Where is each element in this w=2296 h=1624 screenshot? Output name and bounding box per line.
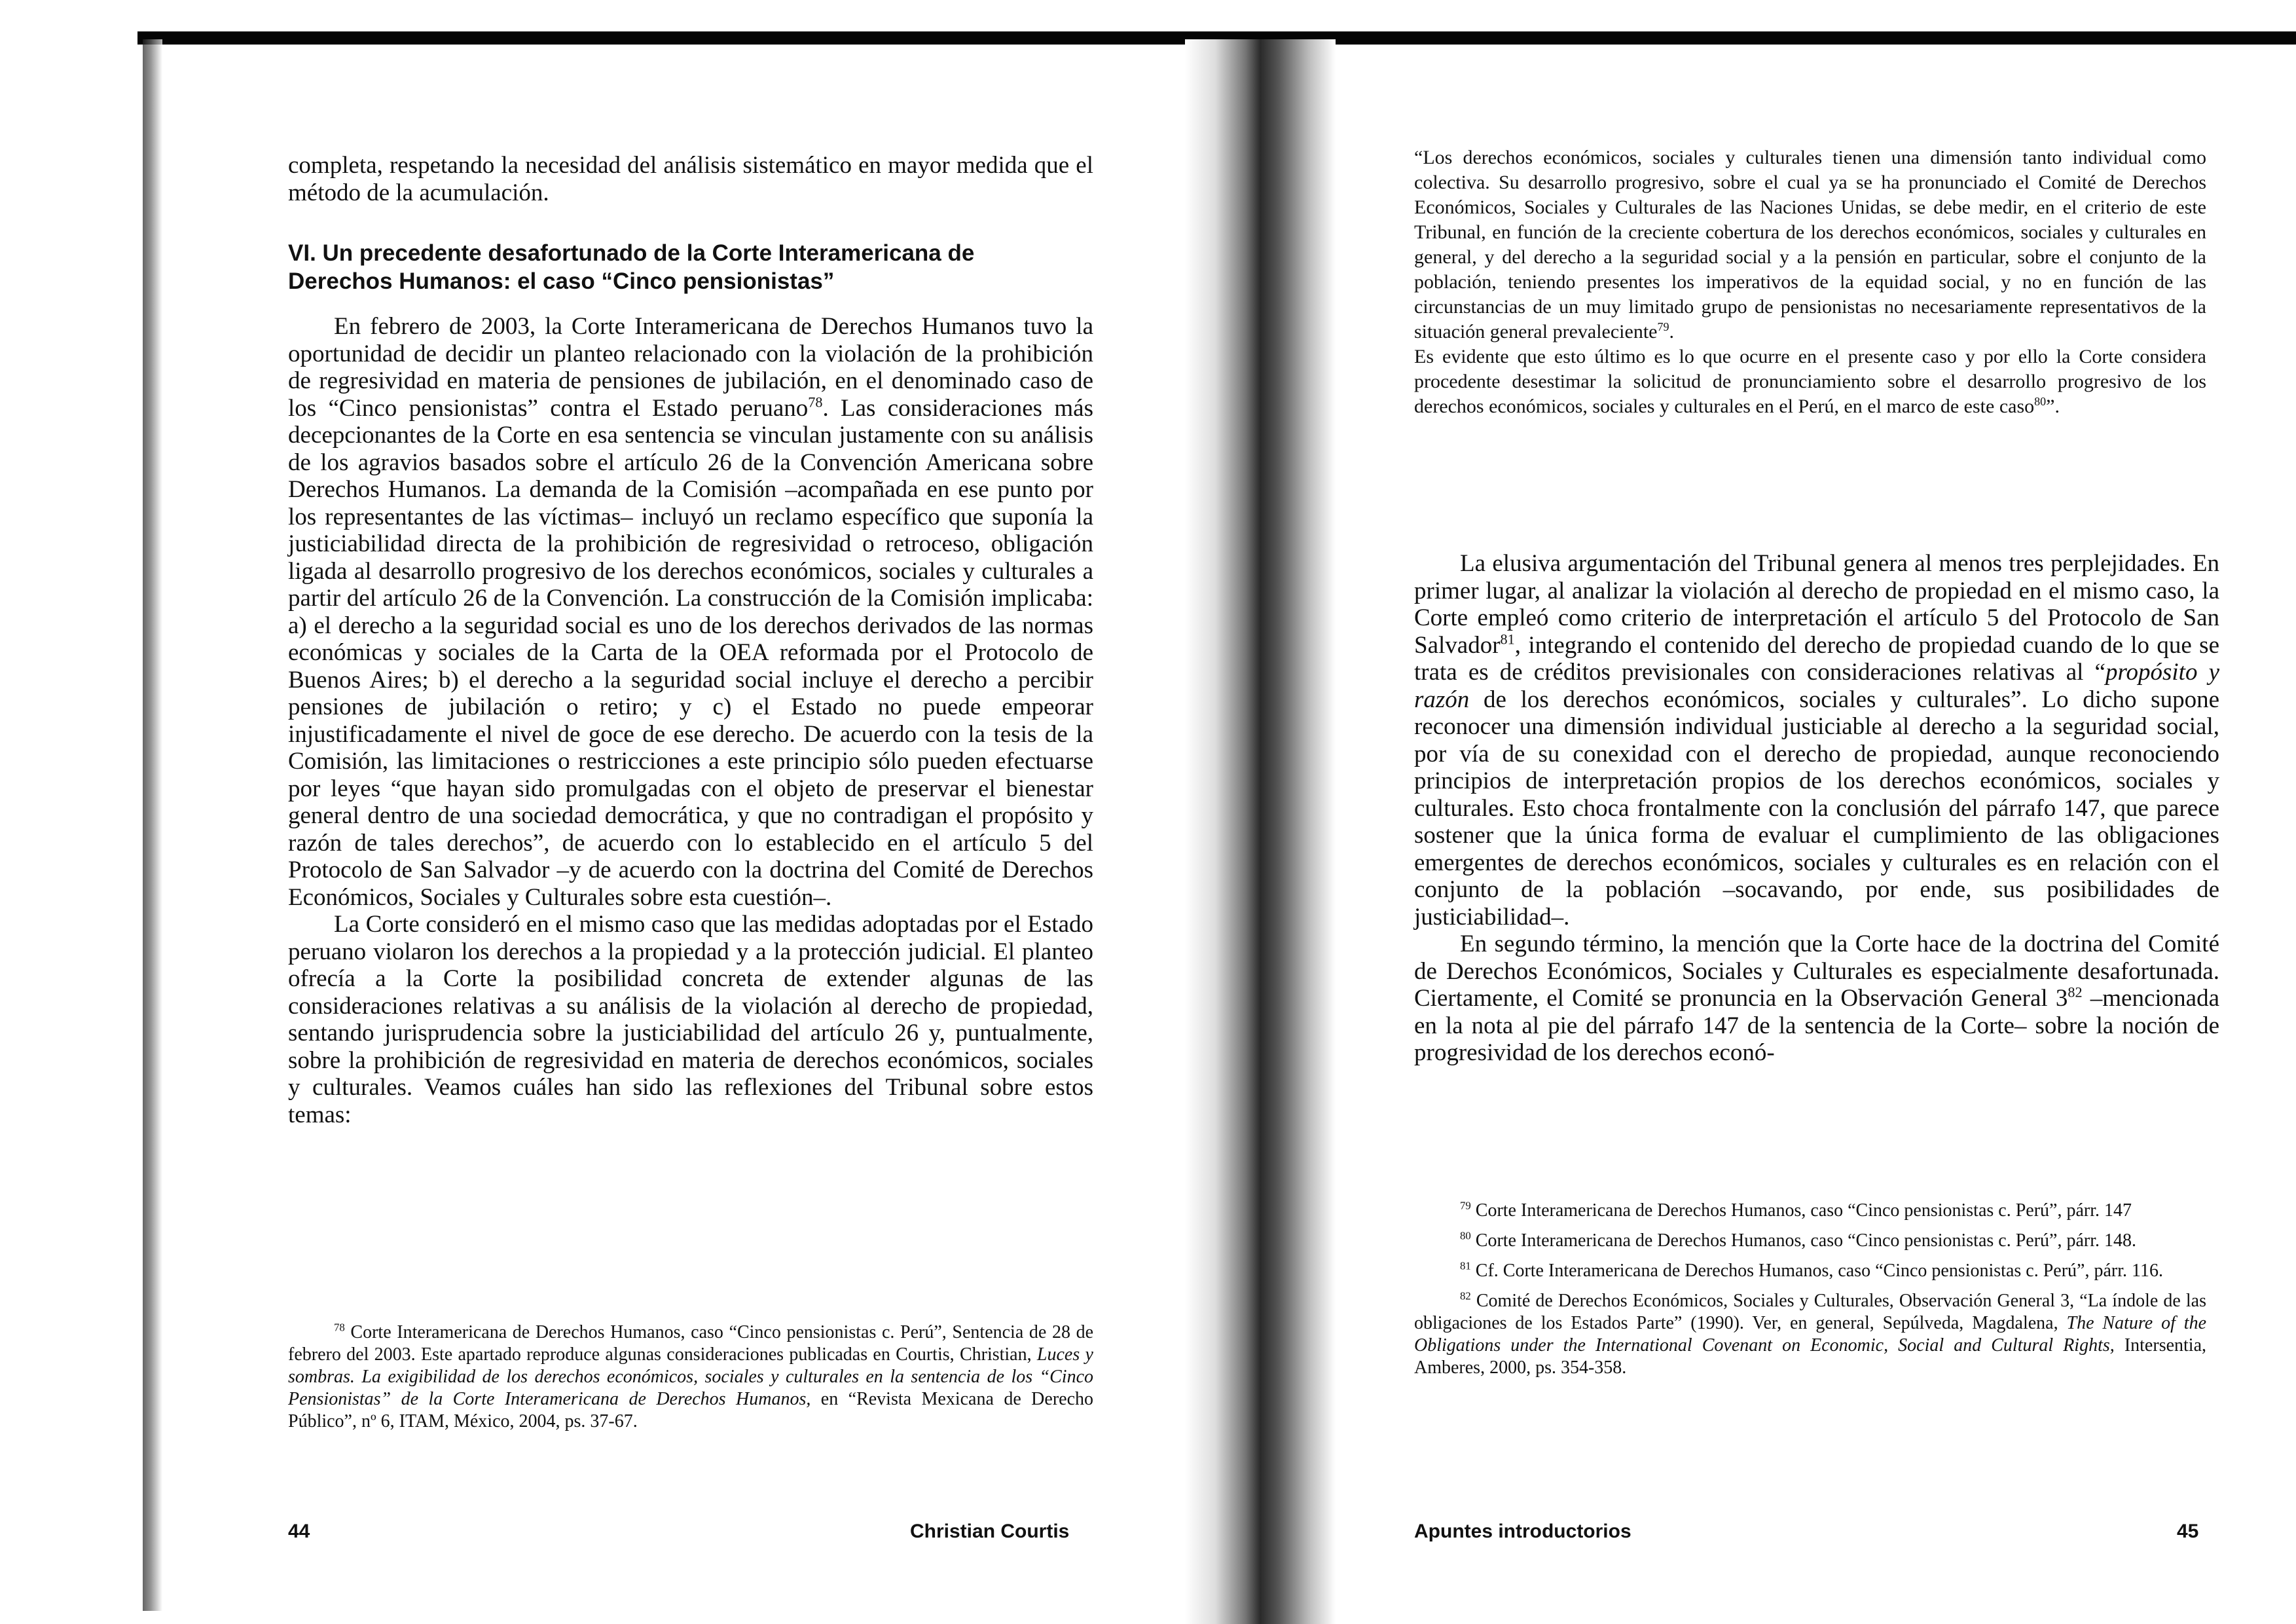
footnote-number: 82 bbox=[1460, 1289, 1471, 1302]
footnote-italic-title: Luces y sombras. La exigibilidad de los derechos económicos, sociales y culturales en la sentencia de los “Cinco Pensionistas” de la Corte Interamericana de Derechos Humanos, bbox=[288, 1344, 1093, 1409]
footnote-ref-78[interactable]: 78 bbox=[808, 394, 823, 411]
footnote-number: 78 bbox=[334, 1321, 345, 1334]
footnote-number: 79 bbox=[1460, 1199, 1471, 1212]
quote-text: . bbox=[1669, 321, 1674, 342]
footnote-79 bbox=[1414, 1200, 2206, 1222]
footnote-italic-title: The Nature of the Obligations under the International Covenant on Economic, Social and Cultural Rights, bbox=[1414, 1313, 2206, 1356]
footnote-81 bbox=[1414, 1260, 2206, 1282]
left-body bbox=[288, 313, 1093, 1128]
paragraph bbox=[288, 313, 1093, 911]
book-gutter-shadow bbox=[1185, 39, 1336, 1624]
paragraph-text: La elusiva argumentación del Tribunal genera al menos tres perplejidades. En primer lugar, al analizar la violación al derecho de propiedad en el mismo caso, la Corte empleó como criterio de interpretación el artículo 5 del Protocolo de San Salvador bbox=[1414, 550, 2219, 659]
quote-text: “Los derechos económicos, sociales y culturales tienen una dimensión tanto individual como colectiva. Su desarrollo progresivo, sobre el cual ya se ha pronunciado el Comité de Derechos Económicos, Sociales y Culturales de las Naciones Unidas, se debe medir, en el criterio de este Tribunal, en función de la creciente cobertura de los derechos económicos, sociales y culturales en general, y del derecho a la seguridad social y a la pensión en particular, sobre el conjunto de la población, teniendo presentes los imperativos de la equidad social, y no en función de las circunstancias de un muy limitado grupo de pensionistas no necesariamente representativos de la situación general prevaleciente bbox=[1414, 147, 2206, 342]
paragraph: La Corte consideró en el mismo caso que las medidas adoptadas por el Estado peruano violaron los derechos a la propiedad y a la protección judicial. El planteo ofrecía a la Corte la posibilidad concreta de extender algunas de las consideraciones relativas a su análisis de la violación al derecho de propiedad, sentando jurisprudencia sobre la justiciabilidad del artículo 26 y, puntualmente, sobre la prohibición de regresividad en materia de derechos económicos, sociales y culturales. Veamos cuáles han sido las reflexiones del Tribunal sobre estos temas: bbox=[288, 911, 1093, 1128]
footnote-text: Comité de Derechos Económicos, Sociales y Culturales, Observación General 3, “La índole de las obligaciones de los Estados Parte” (1990). Ver, en general, Sepúlveda, Magdalena, bbox=[1414, 1291, 2207, 1333]
footnote-ref-80[interactable]: 80 bbox=[2034, 395, 2047, 408]
footnote-text: Corte Interamericana de Derechos Humanos, caso “Cinco pensionistas c. Perú”, Sentencia de 28 de febrero del 2003. Este apartado reproduce algunas consideraciones publicadas en Courtis, Christian, bbox=[288, 1322, 1094, 1365]
footnote-text: Cf. Corte Interamericana de Derechos Humanos, caso “Cinco pensionistas c. Perú”, párr. 116. bbox=[1475, 1261, 2163, 1281]
footnote-text: Intersentia, Amberes, 2000, ps. 354-358. bbox=[1414, 1335, 2206, 1378]
footnote-82 bbox=[1414, 1290, 2206, 1379]
footnote-ref-79[interactable]: 79 bbox=[1657, 320, 1669, 333]
italic-phrase: propósito y razón bbox=[1414, 659, 2219, 713]
paragraph-text: de los derechos económicos, sociales y culturales”. Lo dicho supone reconocer una dimensión individual justiciable al derecho a la seguridad social, por vía de su conexidad con el derecho de propiedad, aunque reconociendo principios de interpretación propios de los derechos económicos, sociales y culturales. Esto choca frontalmente con la conclusión del párrafo 147, que parece sostener que la única forma de evaluar el cumplimiento de las obligaciones emergentes de derechos económicos, sociales y culturales es en relación con el conjunto de la población –socavando, por ende, sus posibilidades de justiciabilidad–. bbox=[1414, 686, 2219, 931]
footnote-80 bbox=[1414, 1230, 2206, 1252]
footnote-ref-81[interactable]: 81 bbox=[1500, 631, 1515, 648]
paragraph bbox=[1414, 931, 2219, 1067]
footnote-ref-82[interactable]: 82 bbox=[2068, 984, 2083, 1001]
scan-left-edge bbox=[143, 39, 162, 1611]
quote-paragraph bbox=[1414, 145, 2206, 344]
paragraph-text: . Las consideraciones más decepcionantes de la Corte en esa sentencia se vinculan justamente con su análisis de los agravios basados sobre el artículo 26 de la Convención Americana sobre Derechos Humanos. La demanda de la Comisión –acompañada en ese punto por los representantes de las víctimas– incluyó un reclamo específico que suponía la justiciabilidad directa de la prohibición de regresividad o retroceso, obligación ligada al desarrollo progresivo de los derechos económicos, sociales y culturales a partir del artículo 26 de la Convención. La construcción de la Comisión implicaba: a) el derecho a la seguridad social es uno de los derechos derivados de las normas económicas y sociales de la Carta de la OEA reformada por el Protocolo de Buenos Aires; b) el derecho a la seguridad social incluye el derecho a percibir pensiones de jubilación o retiro; y c) el Estado no puede empeorar injustificadamente el nivel de goce de ese derecho. De acuerdo con la tesis de la Comisión, las limitaciones o restricciones a este principio sólo pueden efectuarse por leyes “que hayan sido promulgadas con el objeto de preservar el bienestar general dentro de una sociedad democrática, y que no contradigan el propósito y razón de tales derechos”, de acuerdo con lo establecido en el artículo 5 del Protocolo de San Salvador –y de acuerdo con la doctrina del Comité de Derechos Económicos, Sociales y Culturales sobre esta cuestión–. bbox=[288, 394, 1093, 911]
footnote-text: Corte Interamericana de Derechos Humanos, caso “Cinco pensionistas c. Perú”, párr. 147 bbox=[1475, 1200, 2132, 1221]
paragraph-text: , integrando el contenido del derecho de propiedad cuando de lo que se trata es de créditos previsionales con consideraciones relativas al “ bbox=[1414, 631, 2219, 686]
paragraph-text: En febrero de 2003, la Corte Interamericana de Derechos Humanos tuvo la oportunidad de decidir un planteo relacionado con la violación de la prohibición de regresividad en materia de pensiones de jubilación, en el denominado caso de los “Cinco pensionistas” contra el Estado peruano bbox=[288, 313, 1093, 422]
running-head-author: Christian Courtis bbox=[910, 1521, 1070, 1542]
section-heading: VI. Un precedente desafortunado de la Corte Interamericana de Derechos Humanos: el caso “Cinco pensionistas” bbox=[288, 240, 975, 294]
running-head-title: Apuntes introductorios bbox=[1414, 1521, 1631, 1542]
footnote-text: Corte Interamericana de Derechos Humanos, caso “Cinco pensionistas c. Perú”, párr. 148. bbox=[1475, 1230, 2136, 1251]
footnote-number: 81 bbox=[1460, 1259, 1471, 1272]
footnotes-left bbox=[288, 1321, 1093, 1441]
footnote-text: en “Revista Mexicana de Derecho Público”, nº 6, ITAM, México, 2004, ps. 37-67. bbox=[288, 1389, 1094, 1431]
right-body bbox=[1414, 550, 2219, 1067]
page-number-right: 45 bbox=[2177, 1521, 2199, 1542]
quote-paragraph bbox=[1414, 344, 2206, 419]
page-number-left: 44 bbox=[288, 1521, 310, 1542]
quote-text: Es evidente que esto último es lo que ocurre en el presente caso y por ello la Corte considera procedente desestimar la solicitud de pronunciamiento sobre el desarrollo progresivo de los derechos económicos, sociales y culturales en el Perú, en el marco de este caso bbox=[1414, 346, 2206, 417]
paragraph-text: En segundo término, la mención que la Corte hace de la doctrina del Comité de Derechos Económicos, Sociales y Culturales es especialmente desafortunada. Ciertamente, el Comité se pronuncia en la Observación General 3 bbox=[1414, 931, 2219, 1012]
paragraph bbox=[1414, 550, 2219, 931]
footnote-number: 80 bbox=[1460, 1229, 1471, 1242]
footnote-78 bbox=[288, 1321, 1093, 1433]
block-quote bbox=[1414, 145, 2206, 419]
quote-text: ”. bbox=[2046, 396, 2060, 417]
paragraph-text: –mencionada en la nota al pie del párrafo 147 de la sentencia de la Corte– sobre la noción de progresividad de los derechos econó- bbox=[1414, 985, 2220, 1066]
footnotes-right bbox=[1414, 1200, 2206, 1387]
intro-text: completa, respetando la necesidad del análisis sistemático en mayor medida que el método de la acumulación. bbox=[288, 152, 1093, 206]
